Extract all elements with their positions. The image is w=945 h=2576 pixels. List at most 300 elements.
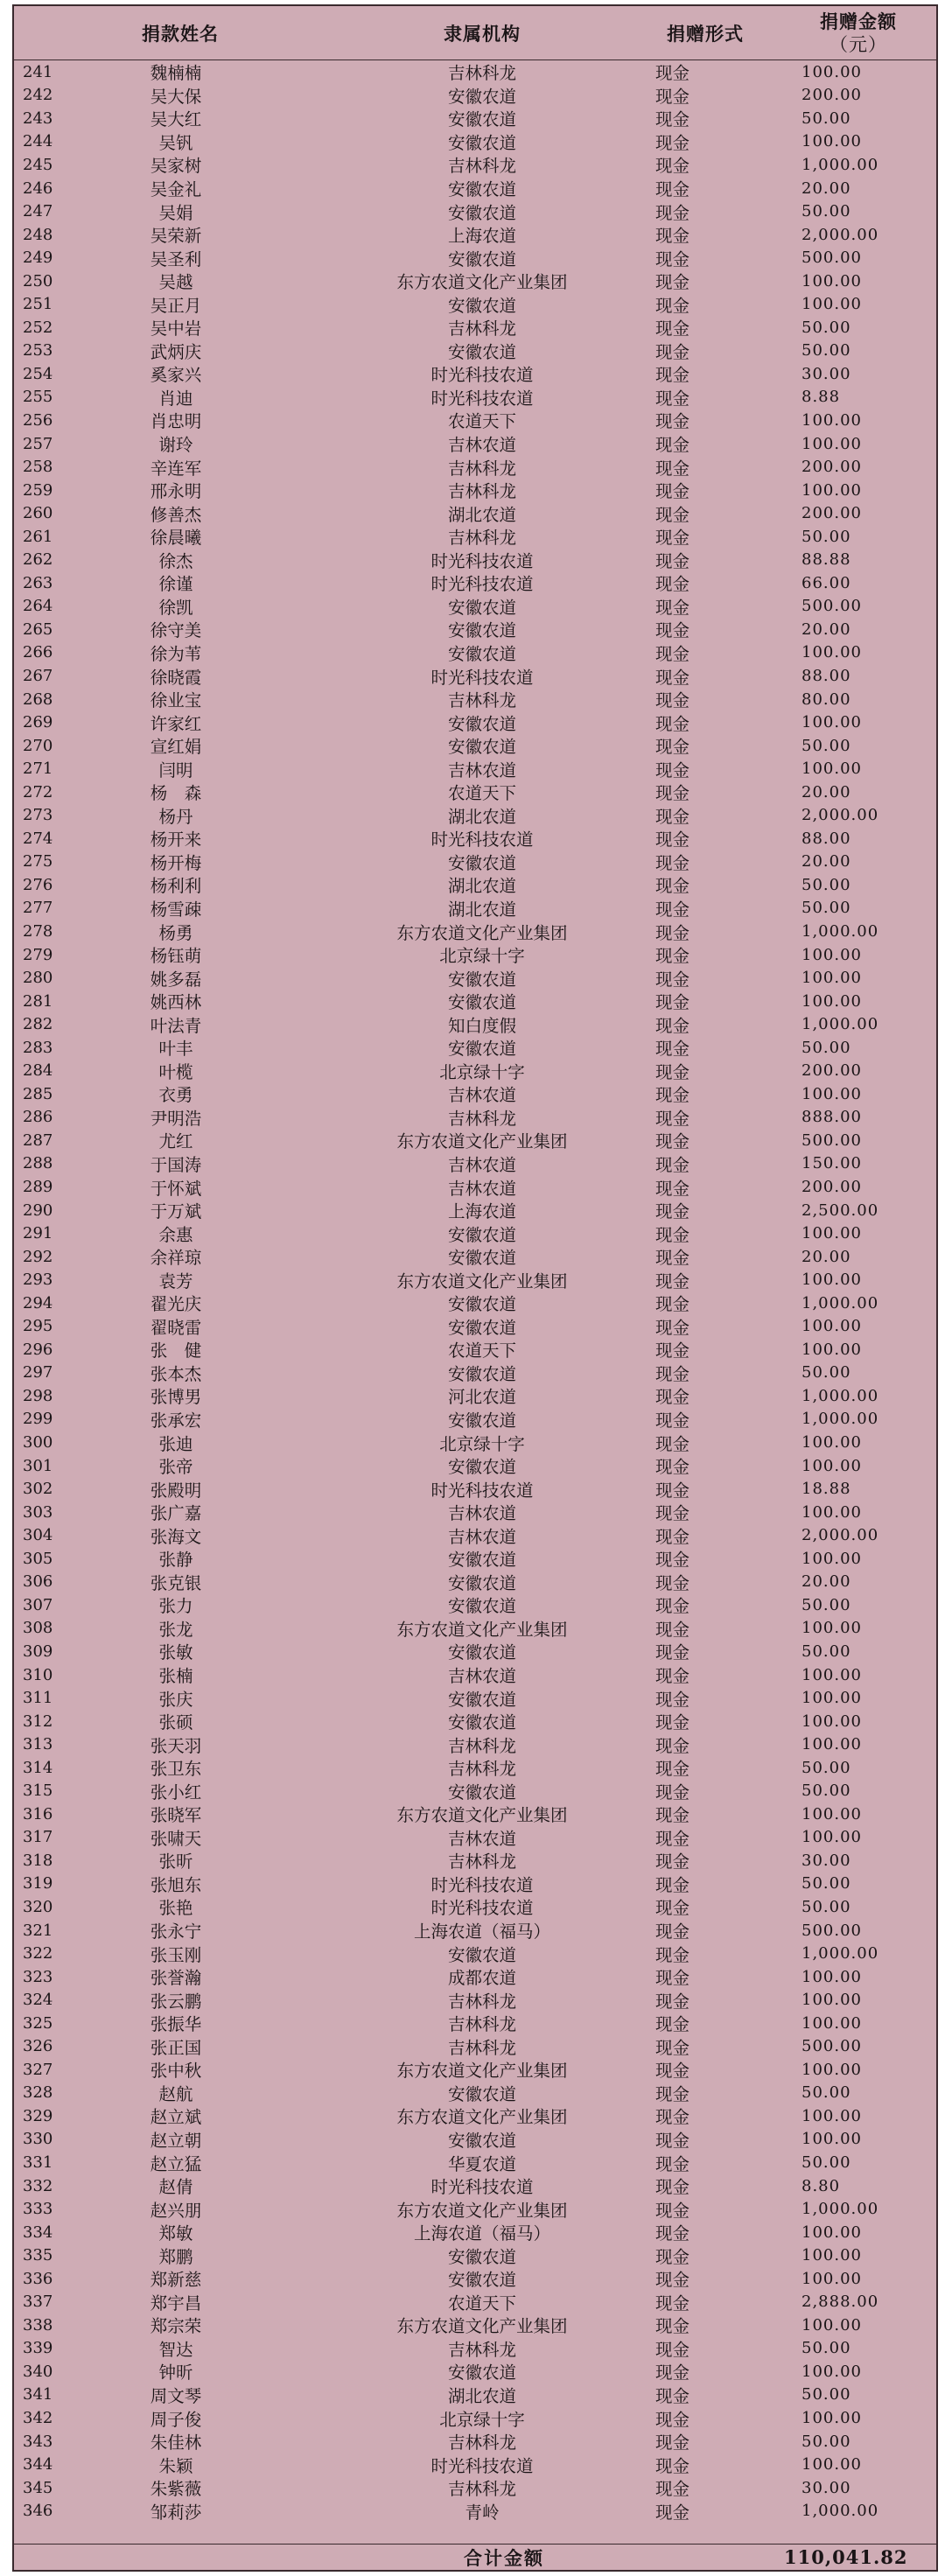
donation-amount: 100.00 [802,2106,862,2125]
affiliation: 时光科技农道 [430,667,534,688]
donation-type: 现金 [655,597,690,618]
table-row [14,1012,936,1036]
donation-amount: 500.00 [802,597,862,616]
donation-amount: 100.00 [802,1991,862,2010]
donation-amount: 30.00 [802,2478,851,2497]
donor-name: 张小红 [150,1782,202,1802]
donation-amount: 100.00 [802,1804,862,1824]
donation-amount: 30.00 [802,1851,851,1870]
donor-name: 叶丰 [158,1039,193,1060]
donor-name: 张玉刚 [150,1944,202,1965]
affiliation: 吉林科龙 [447,481,516,502]
donation-amount: 2,000.00 [802,1526,879,1545]
table-row [14,60,936,84]
donation-amount: 100.00 [802,2315,862,2334]
donation-type: 现金 [655,1572,690,1593]
table-row [14,2406,936,2430]
table-row [14,1571,936,1594]
table-row [14,1152,936,1176]
table-row [14,1942,936,1965]
donation-type: 现金 [655,1131,690,1152]
affiliation: 安徽农道 [447,1457,516,1478]
affiliation: 安徽农道 [447,2270,516,2291]
donation-type: 现金 [655,1666,690,1687]
donation-amount: 50.00 [802,341,851,360]
row-number: 299 [23,1410,53,1429]
affiliation: 安徽农道 [447,248,516,270]
affiliation: 时光科技农道 [430,550,534,571]
affiliation: 吉林科龙 [447,2037,516,2058]
donation-amount: 200.00 [802,1061,862,1081]
affiliation: 安徽农道 [447,1572,516,1593]
donation-amount: 50.00 [802,1595,851,1614]
table-row [14,2012,936,2035]
donation-type: 现金 [655,852,690,873]
donation-type: 现金 [655,2362,690,2384]
donor-name: 张 健 [150,1340,202,1362]
table-row [14,804,936,828]
donor-name: 郑新慈 [150,2270,202,2291]
table-row [14,2337,936,2361]
affiliation: 上海农道（福马） [413,2223,550,2244]
row-number: 337 [23,2292,53,2312]
table-row [14,316,936,340]
row-number: 340 [23,2362,53,2381]
affiliation: 吉林科龙 [447,1991,516,2012]
table-row [14,850,936,874]
affiliation: 东方农道文化产业集团 [396,1131,568,1152]
donation-type: 现金 [655,2385,690,2406]
affiliation: 农道天下 [447,2292,516,2314]
table-row [14,641,936,665]
row-number: 260 [23,504,53,523]
donation-type: 现金 [655,1457,690,1478]
donation-type: 现金 [655,202,690,223]
row-number: 293 [23,1270,53,1290]
donation-type: 现金 [655,458,690,479]
donation-type: 现金 [655,1248,690,1269]
donor-name: 尤红 [158,1131,193,1152]
donation-type: 现金 [655,1294,690,1315]
header-org: 隶属机构 [444,22,521,45]
donation-amount: 20.00 [802,1572,851,1592]
affiliation: 吉林农道 [447,1178,516,1199]
donation-type: 现金 [655,1340,690,1362]
donation-type: 现金 [655,481,690,502]
donation-amount: 20.00 [802,620,851,639]
row-number: 244 [23,132,53,151]
row-number: 273 [23,806,53,825]
affiliation: 吉林农道 [447,1085,516,1106]
donor-name: 张天羽 [150,1735,202,1756]
donation-amount: 50.00 [802,527,851,546]
donation-amount: 100.00 [802,1270,862,1290]
donor-name: 叶法青 [150,1015,202,1036]
table-row [14,432,936,456]
row-number: 307 [23,1595,53,1614]
donor-name: 张本杰 [150,1363,202,1384]
donation-type: 现金 [655,1642,690,1663]
donation-type: 现金 [655,1015,690,1036]
row-number: 324 [23,1991,53,2010]
table-row [14,501,936,525]
row-number: 257 [23,434,53,453]
row-number: 283 [23,1038,53,1057]
table-row [14,1826,936,1850]
row-number: 266 [23,643,53,662]
donor-name: 张振华 [150,2014,202,2035]
donation-amount: 100.00 [802,62,862,81]
table-row [14,2151,936,2174]
table-row [14,1501,936,1524]
donation-type: 现金 [655,2479,690,2500]
donation-amount: 50.00 [802,1897,851,1916]
row-number: 292 [23,1247,53,1266]
donor-name: 赵立朝 [150,2130,202,2151]
donation-amount: 100.00 [802,295,862,314]
affiliation: 安徽农道 [447,179,516,200]
table-row [14,897,936,920]
row-number: 295 [23,1317,53,1336]
donation-type: 现金 [655,760,690,780]
donation-type: 现金 [655,248,690,270]
table-row [14,479,936,502]
table-header [14,6,936,60]
donation-type: 现金 [655,2270,690,2291]
table-row [14,153,936,177]
donation-type: 现金 [655,1317,690,1338]
donor-name: 郑宇昌 [150,2292,202,2314]
row-number: 258 [23,458,53,477]
table-row [14,1338,936,1362]
donor-name: 吴钒 [158,132,193,153]
row-number: 275 [23,852,53,872]
table-row [14,1686,936,1710]
row-number: 269 [23,713,53,732]
table-row [14,2453,936,2476]
donation-type: 现金 [655,2153,690,2174]
table-row [14,2197,936,2221]
affiliation: 安徽农道 [447,2246,516,2267]
table-row [14,246,936,270]
donation-amount: 30.00 [802,364,851,383]
donor-name: 郑宗荣 [150,2316,202,2337]
row-number: 335 [23,2246,53,2265]
affiliation: 东方农道文化产业集团 [396,1805,568,1826]
donation-type: 现金 [655,411,690,432]
affiliation: 东方农道文化产业集团 [396,2316,568,2337]
row-number: 325 [23,2013,53,2033]
table-row [14,455,936,479]
table-row [14,664,936,688]
donation-type: 现金 [655,876,690,897]
affiliation: 安徽农道 [447,1596,516,1617]
donation-amount: 50.00 [802,2432,851,2451]
donation-amount: 8.80 [802,2176,841,2195]
row-number: 342 [23,2409,53,2427]
table-row [14,2244,936,2267]
donation-amount: 88.00 [802,829,851,848]
affiliation: 农道天下 [447,411,516,432]
row-number: 339 [23,2339,53,2358]
donor-name: 袁芳 [158,1270,193,1292]
donation-type: 现金 [655,1619,690,1640]
donation-amount: 50.00 [802,108,851,128]
donor-name: 张艳 [158,1898,193,1919]
donation-type: 现金 [655,1596,690,1617]
affiliation: 华夏农道 [447,2153,516,2174]
affiliation: 农道天下 [447,1340,516,1362]
row-number: 282 [23,1015,53,1034]
donation-type: 现金 [655,2339,690,2360]
donor-name: 张正国 [150,2037,202,2058]
table-row [14,340,936,363]
donation-type: 现金 [655,1898,690,1919]
donor-name: 于怀斌 [150,1178,202,1199]
donor-name: 吴大保 [150,86,202,107]
affiliation: 吉林农道 [447,760,516,780]
donation-type: 现金 [655,2223,690,2244]
donor-name: 肖迪 [158,388,193,409]
affiliation: 吉林科龙 [447,63,516,84]
donor-name: 赵倩 [158,2177,193,2198]
donation-type: 现金 [655,272,690,293]
donor-name: 徐业宝 [150,690,202,711]
table-row [14,1756,936,1780]
affiliation: 安徽农道 [447,1039,516,1060]
donor-name: 张海文 [150,1526,202,1547]
row-number: 252 [23,318,53,337]
donation-amount: 50.00 [802,318,851,337]
donation-amount: 100.00 [802,991,862,1011]
table-row [14,2034,936,2058]
donor-name: 徐谨 [158,574,193,595]
row-number: 301 [23,1456,53,1475]
table-row [14,618,936,641]
donation-amount: 20.00 [802,852,851,872]
row-number: 336 [23,2269,53,2288]
donor-name: 吴中岩 [150,318,202,340]
donation-type: 现金 [655,2083,690,2104]
donation-type: 现金 [655,1061,690,1082]
table-row [14,1640,936,1663]
table-row [14,1617,936,1641]
header-amount-unit: （元） [830,34,887,55]
row-number: 344 [23,2455,53,2474]
row-number: 253 [23,341,53,360]
row-number: 263 [23,573,53,592]
table-row [14,1222,936,1245]
affiliation: 吉林科龙 [447,1852,516,1872]
donation-type: 现金 [655,2502,690,2523]
affiliation: 北京绿十字 [439,1061,525,1082]
affiliation: 安徽农道 [447,295,516,316]
affiliation: 吉林农道 [447,1526,516,1547]
row-number: 248 [23,225,53,244]
donation-amount: 100.00 [802,760,862,779]
donor-name: 张龙 [158,1619,193,1640]
affiliation: 东方农道文化产业集团 [396,1270,568,1292]
donation-type: 现金 [655,504,690,525]
donation-amount: 1,000.00 [802,922,879,941]
donation-type: 现金 [655,2014,690,2035]
row-number: 317 [23,1828,53,1847]
affiliation: 安徽农道 [447,737,516,758]
table-row [14,1129,936,1152]
affiliation: 青岭 [465,2502,500,2523]
donation-amount: 100.00 [802,1433,862,1452]
donation-amount: 1,000.00 [802,1293,879,1312]
donor-name: 张楠 [158,1666,193,1687]
donation-amount: 100.00 [802,1224,862,1243]
donation-amount: 88.00 [802,666,851,685]
row-number: 323 [23,1967,53,1986]
donation-type: 现金 [655,2200,690,2221]
table-row [14,1315,936,1339]
row-number: 320 [23,1897,53,1916]
table-row [14,1710,936,1733]
donation-type: 现金 [655,1759,690,1780]
donation-amount: 50.00 [802,1642,851,1661]
donor-name: 张殿明 [150,1480,202,1501]
donation-type: 现金 [655,2246,690,2267]
affiliation: 时光科技农道 [430,574,534,595]
donation-type: 现金 [655,620,690,641]
row-number: 241 [23,62,53,81]
donation-type: 现金 [655,1085,690,1106]
table-row [14,2360,936,2384]
donor-name: 吴圣利 [150,248,202,270]
donation-amount: 200.00 [802,1178,862,1197]
donation-amount: 1,000.00 [802,1944,879,1964]
table-row [14,1477,936,1501]
table-row [14,990,936,1013]
donation-type: 现金 [655,1991,690,2012]
donor-name: 许家红 [150,713,202,734]
donor-name: 余惠 [158,1224,193,1245]
donation-type: 现金 [655,1154,690,1175]
row-number: 312 [23,1712,53,1731]
affiliation: 吉林科龙 [447,1759,516,1780]
donation-amount: 20.00 [802,1247,851,1266]
table-row [14,2476,936,2500]
donation-amount: 100.00 [802,1456,862,1475]
donation-type: 现金 [655,365,690,386]
affiliation: 安徽农道 [447,1944,516,1965]
donation-type: 现金 [655,1968,690,1989]
affiliation: 东方农道文化产业集团 [396,1619,568,1640]
affiliation: 吉林科龙 [447,1735,516,1756]
donation-amount: 50.00 [802,1758,851,1777]
donation-amount: 100.00 [802,1735,862,1754]
donation-amount: 100.00 [802,480,862,500]
affiliation: 东方农道文化产业集团 [396,272,568,293]
row-number: 294 [23,1293,53,1312]
affiliation: 安徽农道 [447,341,516,362]
donor-name: 于万斌 [150,1201,202,1222]
donation-type: 现金 [655,2061,690,2082]
affiliation: 安徽农道 [447,1248,516,1269]
donor-name: 肖忠明 [150,411,202,432]
row-number: 313 [23,1735,53,1754]
donor-name: 姚西林 [150,992,202,1013]
affiliation: 吉林科龙 [447,690,516,711]
donor-name: 张昕 [158,1852,193,1872]
donation-amount: 50.00 [802,1363,851,1382]
affiliation: 湖北农道 [447,876,516,897]
donation-type: 现金 [655,1503,690,1524]
donation-type: 现金 [655,1039,690,1060]
donation-type: 现金 [655,643,690,664]
row-number: 326 [23,2037,53,2056]
table-row [14,1849,936,1872]
donation-table [12,4,938,2572]
row-number: 306 [23,1572,53,1592]
donation-type: 现金 [655,2455,690,2476]
donation-type: 现金 [655,922,690,943]
row-number: 302 [23,1480,53,1499]
table-row [14,1384,936,1408]
header-amount [784,6,933,60]
donor-name: 谢玲 [158,435,193,456]
donation-amount: 500.00 [802,248,862,268]
donor-name: 杨 森 [150,783,202,804]
donation-amount: 100.00 [802,410,862,430]
donor-name: 杨勇 [158,922,193,943]
row-number: 315 [23,1782,53,1801]
table-row [14,2267,936,2291]
affiliation: 安徽农道 [447,2130,516,2151]
donor-name: 张旭东 [150,1874,202,1895]
table-row [14,525,936,549]
donation-type: 现金 [655,1852,690,1872]
row-number: 267 [23,666,53,685]
donor-name: 衣勇 [158,1085,193,1106]
donation-type: 现金 [655,2107,690,2128]
affiliation: 安徽农道 [447,1712,516,1733]
row-number: 290 [23,1200,53,1220]
donor-name: 张承宏 [150,1410,202,1431]
row-number: 247 [23,202,53,221]
donation-type: 现金 [655,2292,690,2314]
donation-amount: 100.00 [802,434,862,453]
table-row [14,1199,936,1222]
affiliation: 安徽农道 [447,1363,516,1384]
donor-name: 张卫东 [150,1759,202,1780]
donation-amount: 100.00 [802,1084,862,1103]
donation-amount: 2,500.00 [802,1200,879,1220]
donation-amount: 1,000.00 [802,2200,879,2219]
donor-name: 余祥琼 [150,1248,202,1269]
row-number: 300 [23,1433,53,1452]
affiliation: 安徽农道 [447,2362,516,2384]
donation-amount: 500.00 [802,1130,862,1150]
donation-amount: 50.00 [802,875,851,894]
donation-type: 现金 [655,1828,690,1849]
affiliation: 安徽农道 [447,992,516,1013]
affiliation: 河北农道 [447,1387,516,1408]
donation-type: 现金 [655,992,690,1013]
table-row [14,1082,936,1106]
table-row [14,2430,936,2454]
table-row [14,1988,936,2012]
row-number: 341 [23,2385,53,2404]
donor-name: 张晓军 [150,1805,202,1826]
donor-name: 武炳庆 [150,341,202,362]
donation-amount: 50.00 [802,2152,851,2172]
donation-type: 现金 [655,1480,690,1501]
donor-name: 翟晓雷 [150,1317,202,1338]
